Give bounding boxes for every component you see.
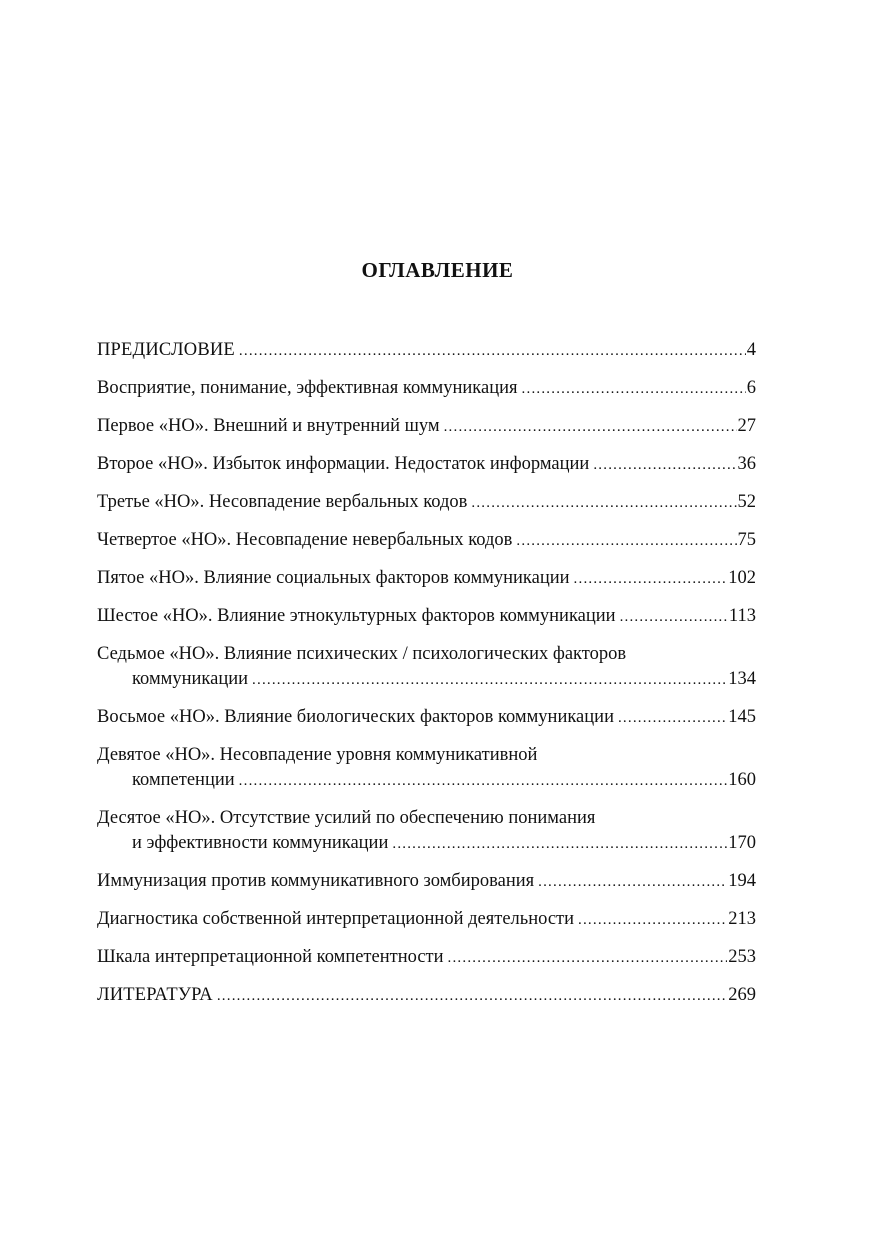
toc-entry-title: Девятое «НО». Несовпадение уровня коммуникативной (97, 745, 538, 765)
dot-leader (239, 339, 746, 364)
toc-entry-title-continued: и эффективности коммуникации (132, 833, 389, 853)
toc-entry[interactable] (97, 414, 756, 440)
toc-entry-preface[interactable] (97, 338, 756, 364)
dot-leader (578, 908, 727, 933)
toc-entry[interactable] (97, 490, 756, 516)
toc-entry-title: Шестое «НО». Влияние этнокультурных факторов коммуникации (97, 606, 616, 626)
toc-entry-title: ПРЕДИСЛОВИЕ (97, 340, 235, 360)
toc-page-number: 194 (728, 871, 756, 891)
toc-page-number: 170 (728, 833, 756, 853)
page-title: ОГЛАВЛЕНИЕ (361, 258, 514, 282)
toc-entry[interactable] (97, 743, 756, 794)
toc-page-number: 253 (728, 947, 756, 967)
dot-leader (538, 870, 727, 895)
toc-entry-title: Шкала интерпретационной компетентности (97, 947, 444, 967)
toc-entry[interactable] (97, 806, 756, 857)
toc-entry-title: Третье «НО». Несовпадение вербальных кодов (97, 492, 468, 512)
toc-page-number: 102 (728, 568, 756, 588)
dot-leader (252, 668, 727, 693)
toc-page-number: 75 (737, 530, 756, 550)
toc-page-number: 269 (728, 985, 756, 1005)
toc-entry-title: Седьмое «НО». Влияние психических / психологических факторов (97, 644, 627, 664)
dot-leader (522, 377, 746, 402)
dot-leader (239, 769, 728, 794)
toc-entry[interactable] (97, 452, 756, 478)
toc-entry-title: Первое «НО». Внешний и внутренний шум (97, 416, 440, 436)
toc-page-number: 52 (737, 492, 756, 512)
dot-leader (516, 529, 736, 554)
toc-page-number: 36 (737, 454, 756, 474)
toc-entry[interactable] (97, 566, 756, 592)
toc-entry-title: Четвертое «НО». Несовпадение невербальных кодов (97, 530, 513, 550)
toc-entry[interactable] (97, 642, 756, 693)
dot-leader (217, 984, 727, 1009)
table-of-contents (97, 338, 756, 1021)
toc-entry-title: Восьмое «НО». Влияние биологических факторов коммуникации (97, 707, 614, 727)
dot-leader (574, 567, 728, 592)
toc-page-number: 27 (737, 416, 756, 436)
toc-entry-title: Диагностика собственной интерпретационной деятельности (97, 909, 575, 929)
dot-leader (392, 832, 727, 857)
toc-entry-title-continued: компетенции (132, 770, 235, 790)
dot-leader (618, 706, 727, 731)
toc-entry[interactable] (97, 376, 756, 402)
dot-leader (593, 453, 736, 478)
toc-entry[interactable] (97, 705, 756, 731)
toc-entry-title-continued: коммуникации (132, 669, 249, 689)
toc-entry-title: Пятое «НО». Влияние социальных факторов коммуникации (97, 568, 570, 588)
toc-entry-bibliography[interactable] (97, 983, 756, 1009)
toc-page-number: 113 (728, 606, 756, 626)
toc-entry-title: Второе «НО». Избыток информации. Недостаток информации (97, 454, 590, 474)
dot-leader (471, 491, 736, 516)
toc-entry[interactable] (97, 869, 756, 895)
dot-leader (620, 605, 728, 630)
toc-entry[interactable] (97, 907, 756, 933)
toc-entry-title: Десятое «НО». Отсутствие усилий по обеспечению понимания (97, 808, 596, 828)
toc-entry[interactable] (97, 945, 756, 971)
toc-entry[interactable] (97, 604, 756, 630)
toc-page-number: 4 (746, 340, 756, 360)
toc-entry-title: Иммунизация против коммуникативного зомбирования (97, 871, 535, 891)
toc-page-number: 160 (728, 770, 756, 790)
toc-page-number: 134 (728, 669, 756, 689)
dot-leader (448, 946, 728, 971)
toc-page-number: 213 (728, 909, 756, 929)
dot-leader (444, 415, 737, 440)
toc-entry[interactable] (97, 528, 756, 554)
toc-entry-title: Восприятие, понимание, эффективная коммуникация (97, 378, 518, 398)
toc-entry-title: ЛИТЕРАТУРА (97, 985, 213, 1005)
toc-page-number: 145 (728, 707, 756, 727)
toc-page-number: 6 (746, 378, 756, 398)
